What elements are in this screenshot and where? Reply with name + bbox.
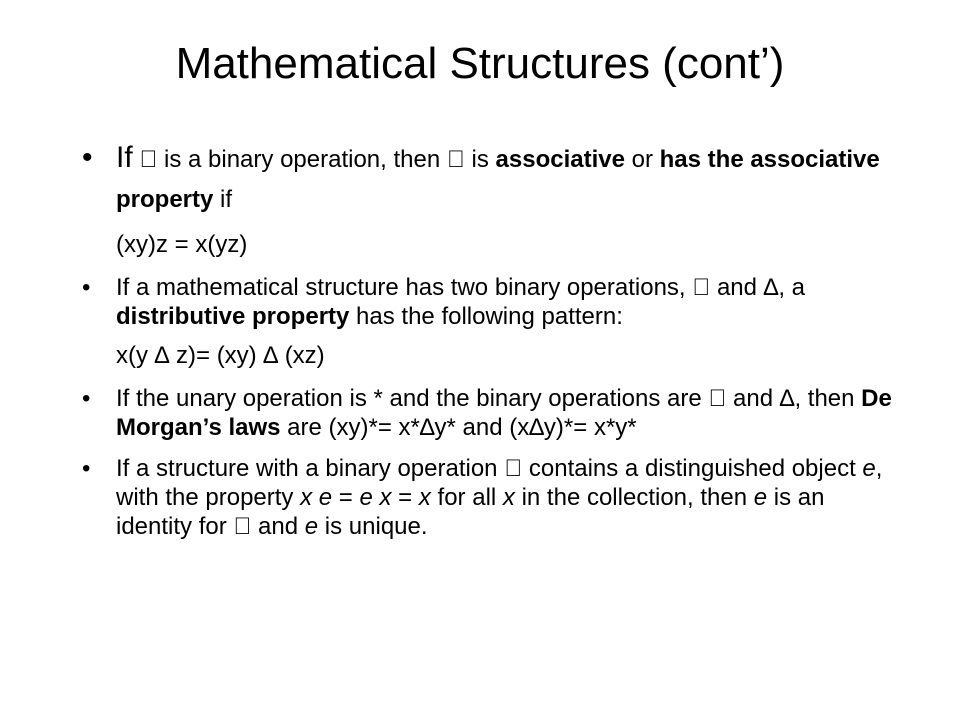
formula-associative: (xy)z = x(yz) — [116, 231, 248, 258]
bullet-dot-icon: • — [82, 455, 91, 482]
bullet-identity: • If a structure with a binary operation contains a distinguished object e, with the property x e = e x = x for all x in the collection, then e is an identity for and e is unique. — [82, 455, 858, 540]
term-de-morgans-laws: De Morgan’s laws — [116, 385, 868, 441]
bullet-dot-icon: • — [82, 141, 93, 174]
slide-body — [78, 138, 898, 541]
operator-glyph — [133, 146, 140, 173]
if-word: If — [116, 141, 133, 174]
bullet-dot-icon: • — [82, 274, 91, 301]
term-associative: associative — [446, 146, 576, 173]
formula-distributive: x(y ∆ z)= (xy) ∆ (xz) — [116, 342, 325, 369]
slide-title: Mathematical Structures (cont’) — [175, 39, 785, 88]
bullet-dot-icon: • — [82, 385, 91, 412]
term-distributive-property: distributive property — [116, 303, 350, 330]
bullet-demorgan: • If the unary operation is * and the binary operations are and ∆, then De Morgan’s laws are (xy)*= x*∆y* and (x∆y)*= x*y* — [78, 384, 898, 442]
bullet-associative: • If is a binary operation, then is associative or has the associative property if — [78, 138, 898, 220]
bullet-distributive: • If a mathematical structure has two binary operations, and ∆, a distributive property has the following pattern: — [82, 274, 781, 330]
term-associative-property: has the associative property — [116, 146, 831, 213]
